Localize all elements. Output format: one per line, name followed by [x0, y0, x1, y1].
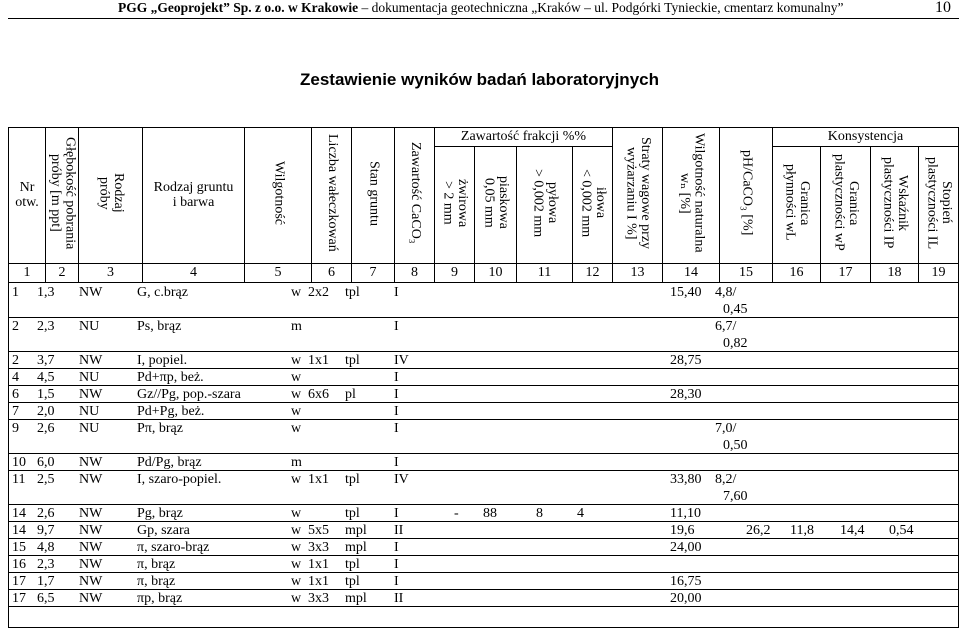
- cell-nr: 7: [12, 404, 19, 419]
- col-glebokosc: Głębokość pobrania próby [m ppt]: [46, 128, 79, 264]
- header-rule: [8, 18, 959, 19]
- cell-rg: Pπ, brąz: [137, 421, 183, 436]
- cell-rp: NW: [79, 591, 103, 606]
- cell-w: m: [291, 455, 302, 470]
- table-rows: [9, 283, 958, 627]
- cell-pyl: 8: [536, 506, 543, 521]
- cell-wal: 1x1: [308, 557, 329, 572]
- cell-w: w: [291, 404, 302, 419]
- cell-nr: 6: [12, 387, 19, 402]
- cell-w: w: [291, 387, 302, 402]
- col-number: 13: [613, 264, 663, 283]
- col-wn: Wilgotność naturalna wₙ [%]: [663, 128, 720, 264]
- cell-ca: II: [394, 523, 404, 538]
- table-row: [9, 522, 958, 539]
- cell-rg: Gz//Pg, pop.-szara: [137, 387, 241, 402]
- cell-ca: IV: [394, 353, 409, 368]
- col-ilowa: iłowa < 0,002 mm: [573, 147, 613, 264]
- table-row: [9, 420, 958, 454]
- cell-ca: I: [394, 557, 399, 572]
- cell-wn: 16,75: [670, 574, 702, 589]
- col-walec: Liczba wałeczkowań: [312, 128, 352, 264]
- cell-rp: NW: [79, 285, 103, 300]
- cell-rp: NU: [79, 370, 100, 385]
- col-stan: Stan gruntu: [352, 128, 395, 264]
- cell-rp: NW: [79, 523, 103, 538]
- col-number: 4: [143, 264, 245, 283]
- cell-rg: I, popiel.: [137, 353, 188, 368]
- col-ip: Wskaźnik plastyczności IP: [871, 147, 919, 264]
- col-group-frakcje: Zawartość frakcji %%: [435, 128, 613, 147]
- cell-rp: NW: [79, 455, 103, 470]
- page-number: 10: [935, 0, 951, 16]
- cell-wal: 1x1: [308, 574, 329, 589]
- col-piaskowa: piaskowa 0,05 mm: [475, 147, 517, 264]
- cell-rp: NU: [79, 421, 100, 436]
- col-wp: Granica plastyczności wP: [821, 147, 871, 264]
- cell-rg: π, brąz: [137, 574, 176, 589]
- cell-rp: NW: [79, 387, 103, 402]
- cell-ca: I: [394, 285, 399, 300]
- cell-ph: 8,2/: [715, 472, 737, 487]
- cell-w: w: [291, 285, 302, 300]
- table-row: [9, 318, 958, 352]
- cell-ca: I: [394, 540, 399, 555]
- cell-w: w: [291, 506, 302, 521]
- cell-kwl: 26,2: [746, 523, 771, 538]
- table-body: [9, 283, 959, 628]
- cell-wal: 5x5: [308, 523, 329, 538]
- cell-rp: NW: [79, 472, 103, 487]
- cell-rp: NW: [79, 540, 103, 555]
- cell-ca: I: [394, 574, 399, 589]
- cell-w: w: [291, 353, 302, 368]
- col-number: 15: [720, 264, 773, 283]
- cell-ph2: 0,50: [723, 438, 748, 453]
- table-row: [9, 539, 958, 556]
- cell-wn: 28,75: [670, 353, 702, 368]
- cell-wal: 1x1: [308, 472, 329, 487]
- cell-gl: 3,7: [37, 353, 55, 368]
- cell-wal: 3x3: [308, 591, 329, 606]
- cell-ca: I: [394, 370, 399, 385]
- cell-nr: 9: [12, 421, 19, 436]
- cell-st: pl: [345, 387, 356, 402]
- table-row: [9, 284, 958, 318]
- lab-results-table: [8, 127, 959, 628]
- cell-nr: 17: [12, 574, 26, 589]
- cell-zw: -: [454, 506, 459, 521]
- cell-gl: 4,8: [37, 540, 55, 555]
- cell-w: w: [291, 472, 302, 487]
- cell-rg: Pg, brąz: [137, 506, 183, 521]
- cell-st: tpl: [345, 472, 360, 487]
- col-number: 9: [435, 264, 475, 283]
- col-number: 18: [871, 264, 919, 283]
- cell-nr: 10: [12, 455, 26, 470]
- cell-w: w: [291, 421, 302, 436]
- cell-ca: II: [394, 591, 404, 606]
- cell-st: mpl: [345, 540, 367, 555]
- cell-rp: NW: [79, 506, 103, 521]
- col-number: 2: [46, 264, 79, 283]
- cell-gl: 2,6: [37, 421, 55, 436]
- col-number: 16: [773, 264, 821, 283]
- cell-rp: NU: [79, 404, 100, 419]
- col-wl: Granica płynności wL: [773, 147, 821, 264]
- cell-nr: 2: [12, 353, 19, 368]
- col-number: 12: [573, 264, 613, 283]
- col-pylowa: pyłowa > 0,002 mm: [517, 147, 573, 264]
- cell-ph: 7,0/: [715, 421, 737, 436]
- col-rodzaj-gruntu: Rodzaj gruntu i barwa: [143, 128, 245, 264]
- cell-gl: 2,5: [37, 472, 55, 487]
- col-number: 6: [312, 264, 352, 283]
- cell-ca: I: [394, 455, 399, 470]
- cell-gl: 4,5: [37, 370, 55, 385]
- cell-wal: 6x6: [308, 387, 329, 402]
- cell-rp: NW: [79, 353, 103, 368]
- cell-w: w: [291, 591, 302, 606]
- cell-rg: πp, brąz: [137, 591, 183, 606]
- cell-st: mpl: [345, 523, 367, 538]
- document-title: – dokumentacja geotechniczna „Kraków – ul. Podgórki Tynieckie, cmentarz komunalny”: [358, 0, 844, 15]
- col-number: 3: [79, 264, 143, 283]
- cell-rp: NU: [79, 319, 100, 334]
- cell-gl: 1,3: [37, 285, 55, 300]
- cell-kip: 14,4: [840, 523, 865, 538]
- cell-wal: 2x2: [308, 285, 329, 300]
- cell-gl: 2,3: [37, 319, 55, 334]
- cell-rp: NW: [79, 557, 103, 572]
- table-row: [9, 505, 958, 522]
- table-row: [9, 403, 958, 420]
- cell-wn: 15,40: [670, 285, 702, 300]
- row-divider: [8, 606, 959, 607]
- table-row: [9, 573, 958, 590]
- table-row: [9, 369, 958, 386]
- cell-rg: Pd/Pg, brąz: [137, 455, 202, 470]
- cell-st: tpl: [345, 557, 360, 572]
- cell-rg: π, brąz: [137, 557, 176, 572]
- cell-rg: Pd+πp, beż.: [137, 370, 204, 385]
- cell-nr: 11: [12, 472, 26, 487]
- col-number: 8: [395, 264, 435, 283]
- cell-nr: 1: [12, 285, 19, 300]
- cell-rg: Pd+Pg, beż.: [137, 404, 205, 419]
- cell-kil: 0,54: [889, 523, 914, 538]
- cell-st: tpl: [345, 353, 360, 368]
- cell-ph: 6,7/: [715, 319, 737, 334]
- cell-pia: 88: [483, 506, 497, 521]
- cell-gl: 2,0: [37, 404, 55, 419]
- cell-ca: I: [394, 421, 399, 436]
- cell-nr: 15: [12, 540, 26, 555]
- col-nr: Nr otw.: [9, 128, 46, 264]
- cell-st: tpl: [345, 506, 360, 521]
- cell-nr: 2: [12, 319, 19, 334]
- table-row: [9, 386, 958, 403]
- cell-nr: 4: [12, 370, 19, 385]
- col-number: 5: [245, 264, 312, 283]
- cell-gl: 6,0: [37, 455, 55, 470]
- col-number: 11: [517, 264, 573, 283]
- cell-w: w: [291, 557, 302, 572]
- cell-ca: I: [394, 404, 399, 419]
- cell-wn: 19,6: [670, 523, 695, 538]
- cell-wn: 33,80: [670, 472, 702, 487]
- col-number: 10: [475, 264, 517, 283]
- cell-nr: 14: [12, 523, 26, 538]
- cell-gl: 2,3: [37, 557, 55, 572]
- cell-gl: 1,5: [37, 387, 55, 402]
- cell-rp: NW: [79, 574, 103, 589]
- page-header: [0, 0, 959, 18]
- cell-st: tpl: [345, 285, 360, 300]
- cell-nr: 14: [12, 506, 26, 521]
- table-row: [9, 352, 958, 369]
- cell-w: w: [291, 523, 302, 538]
- col-ph: pH/CaCO₃ [%]: [720, 128, 773, 264]
- cell-ca: IV: [394, 472, 409, 487]
- cell-gl: 1,7: [37, 574, 55, 589]
- cell-st: mpl: [345, 591, 367, 606]
- cell-wn: 24,00: [670, 540, 702, 555]
- cell-rg: Gp, szara: [137, 523, 190, 538]
- cell-nr: 17: [12, 591, 26, 606]
- table-row: [9, 556, 958, 573]
- col-number: 7: [352, 264, 395, 283]
- column-number-row: [9, 264, 959, 283]
- cell-w: m: [291, 319, 302, 334]
- col-zwirowa: żwirowa > 2 mm: [435, 147, 475, 264]
- table-body-row: [9, 283, 959, 628]
- cell-w: w: [291, 574, 302, 589]
- cell-wal: 1x1: [308, 353, 329, 368]
- cell-wn: 28,30: [670, 387, 702, 402]
- cell-w: w: [291, 370, 302, 385]
- col-rodzaj-proby: Rodzaj próby: [79, 128, 143, 264]
- col-caco3: Zawartość CaCO₃: [395, 128, 435, 264]
- col-il: Stopień plastyczności IL: [919, 147, 959, 264]
- cell-rg: I, szaro-popiel.: [137, 472, 222, 487]
- cell-gl: 6,5: [37, 591, 55, 606]
- cell-ph2: 0,82: [723, 336, 748, 351]
- col-number: 19: [919, 264, 959, 283]
- col-wilgotnosc: Wilgotność: [245, 128, 312, 264]
- cell-st: tpl: [345, 574, 360, 589]
- cell-ca: I: [394, 506, 399, 521]
- cell-gl: 2,6: [37, 506, 55, 521]
- cell-ca: I: [394, 319, 399, 334]
- col-straty: Straty wagowe przy wyżarzaniu I %]: [613, 128, 663, 264]
- cell-il: 4: [577, 506, 584, 521]
- cell-wn: 11,10: [670, 506, 701, 521]
- cell-ca: I: [394, 387, 399, 402]
- table-row: [9, 454, 958, 471]
- cell-kwp: 11,8: [790, 523, 814, 538]
- cell-ph2: 7,60: [723, 489, 748, 504]
- cell-gl: 9,7: [37, 523, 55, 538]
- col-number: 17: [821, 264, 871, 283]
- col-number: 1: [9, 264, 46, 283]
- col-number: 14: [663, 264, 720, 283]
- table-row: [9, 471, 958, 505]
- col-group-konsystencja: Konsystencja: [773, 128, 959, 147]
- cell-nr: 16: [12, 557, 26, 572]
- cell-wal: 3x3: [308, 540, 329, 555]
- header-row: [9, 128, 959, 147]
- page-title: Zestawienie wyników badań laboratoryjnych: [300, 70, 659, 89]
- company-name: PGG „Geoprojekt” Sp. z o.o. w Krakowie: [118, 0, 359, 15]
- cell-w: w: [291, 540, 302, 555]
- cell-rg: G, c.brąz: [137, 285, 188, 300]
- cell-ph2: 0,45: [723, 302, 748, 317]
- cell-rg: π, szaro-brąz: [137, 540, 210, 555]
- cell-wn: 20,00: [670, 591, 702, 606]
- cell-rg: Ps, brąz: [137, 319, 182, 334]
- header-text: [118, 0, 844, 16]
- cell-ph: 4,8/: [715, 285, 737, 300]
- table-row: [9, 590, 958, 607]
